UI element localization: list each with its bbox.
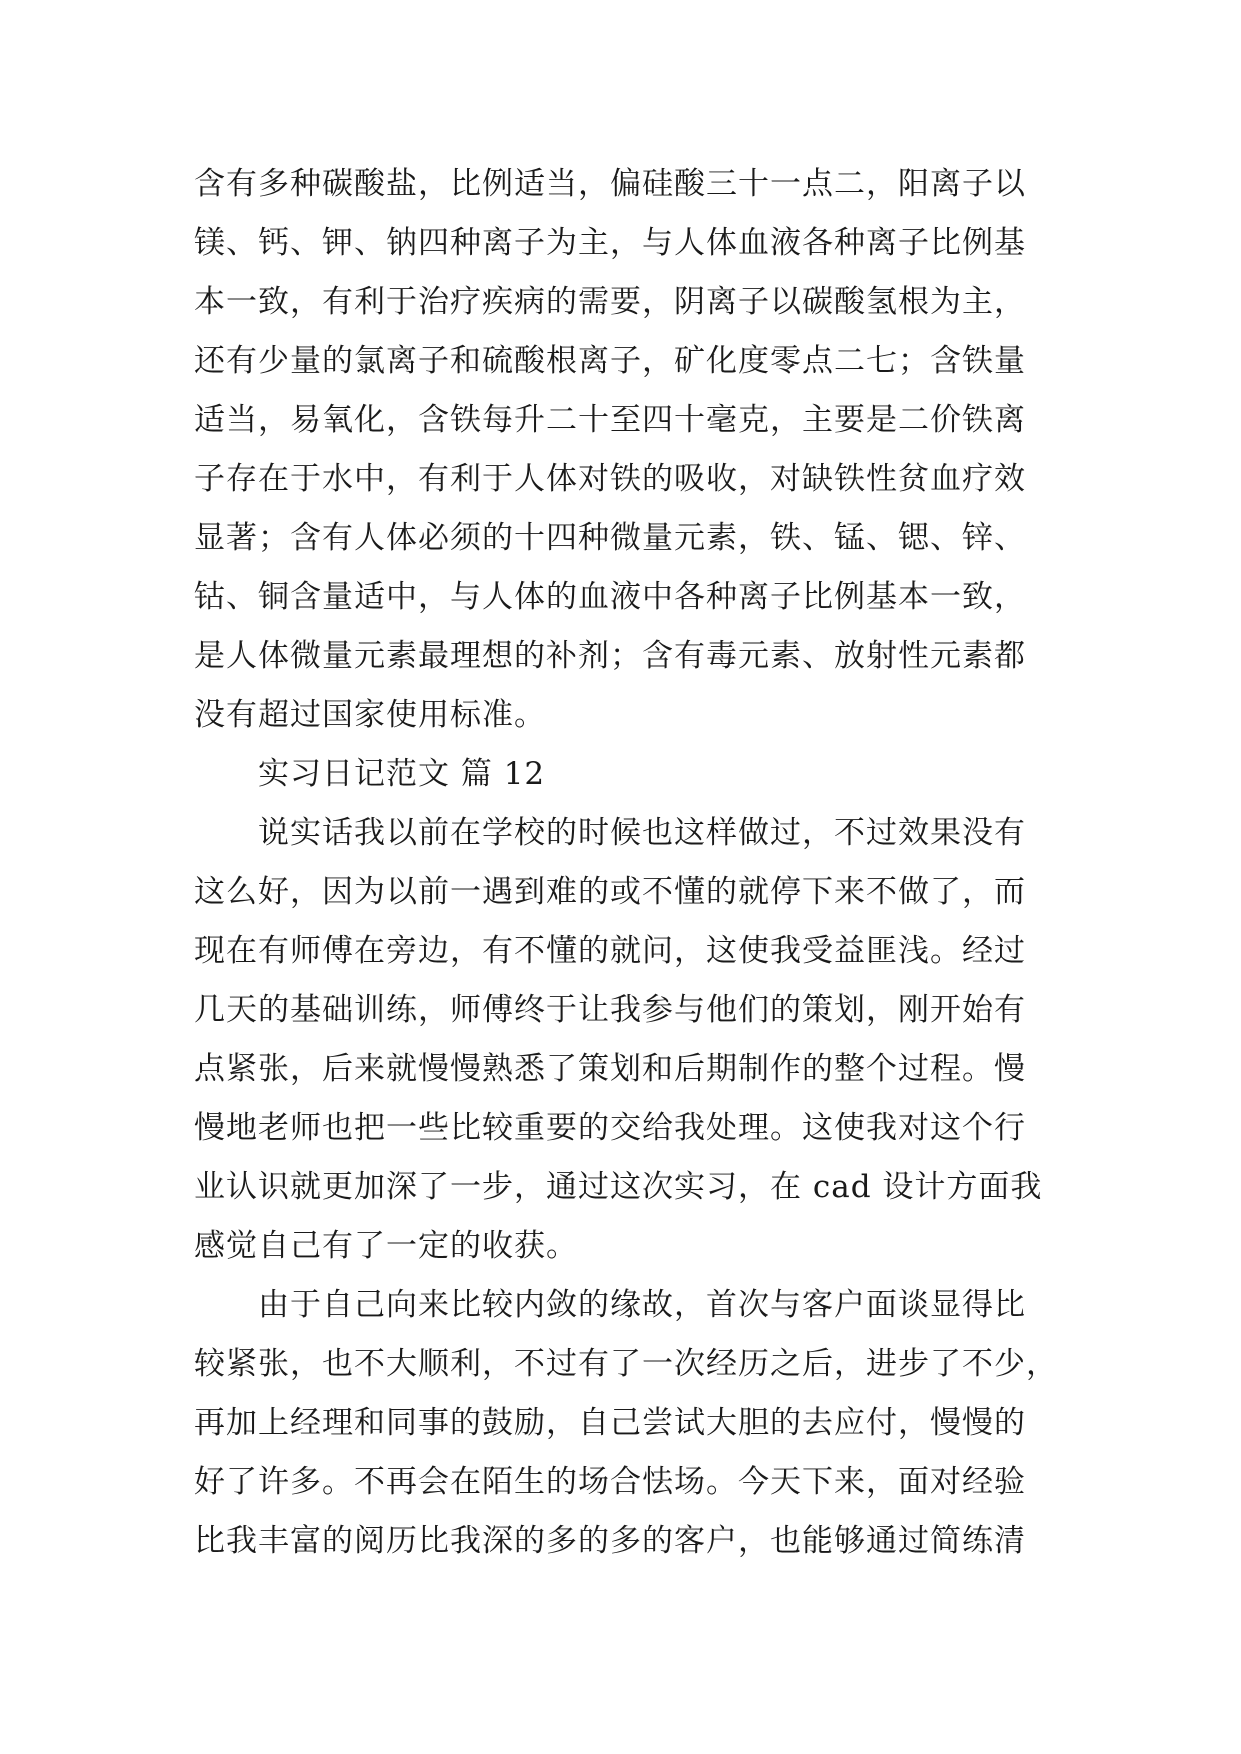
text-line: 还有少量的氯离子和硫酸根离子，矿化度零点二七；含铁量 [194, 343, 1026, 379]
paragraph-client-meeting [194, 1276, 1058, 1571]
text-line: 本一致，有利于治疗疾病的需要，阴离子以碳酸氢根为主， [194, 284, 1026, 320]
text-line: 好了许多。不再会在陌生的场合怯场。今天下来，面对经验 [194, 1464, 1026, 1500]
document-body [194, 155, 1058, 1571]
text-line: 子存在于水中，有利于人体对铁的吸收，对缺铁性贫血疗效 [194, 461, 1026, 497]
text-line: 这么好，因为以前一遇到难的或不懂的就停下来不做了，而 [194, 874, 1026, 910]
text-line: 几天的基础训练，师傅终于让我参与他们的策划，刚开始有 [194, 992, 1026, 1028]
text-line: 慢地老师也把一些比较重要的交给我处理。这使我对这个行 [194, 1110, 1026, 1146]
text-line: 现在有师傅在旁边，有不懂的就问，这使我受益匪浅。经过 [194, 933, 1026, 969]
text-line: 较紧张，也不大顺利，不过有了一次经历之后，进步了不少， [194, 1346, 1058, 1382]
text-line: 说实话我以前在学校的时候也这样做过，不过效果没有 [258, 815, 1026, 851]
text-line: 点紧张，后来就慢慢熟悉了策划和后期制作的整个过程。慢 [194, 1051, 1026, 1087]
text-line: 由于自己向来比较内敛的缘故，首次与客户面谈显得比 [258, 1287, 1026, 1323]
text-line: 感觉自己有了一定的收获。 [194, 1228, 578, 1264]
paragraph-mineral-water [194, 155, 1054, 745]
text-line: 钴、铜含量适中，与人体的血液中各种离子比例基本一致， [194, 579, 1026, 615]
text-line: 再加上经理和同事的鼓励，自己尝试大胆的去应付，慢慢的 [194, 1405, 1026, 1441]
text-line: 适当，易氧化，含铁每升二十至四十毫克，主要是二价铁离 [194, 402, 1026, 438]
paragraph-internship-learning [194, 804, 1054, 1276]
text-line: 业认识就更加深了一步，通过这次实习，在 cad 设计方面我 [194, 1169, 1043, 1205]
text-line: 显著；含有人体必须的十四种微量元素，铁、锰、锶、锌、 [194, 520, 1026, 556]
text-line: 比我丰富的阅历比我深的多的多的客户，也能够通过简练清 [194, 1523, 1026, 1559]
section-heading: 实习日记范文 篇 12 [258, 756, 546, 792]
text-line: 没有超过国家使用标准。 [194, 697, 546, 733]
text-line: 含有多种碳酸盐，比例适当，偏硅酸三十一点二，阳离子以 [194, 166, 1026, 202]
text-line: 是人体微量元素最理想的补剂；含有毒元素、放射性元素都 [194, 638, 1026, 674]
text-line: 镁、钙、钾、钠四种离子为主，与人体血液各种离子比例基 [194, 225, 1026, 261]
